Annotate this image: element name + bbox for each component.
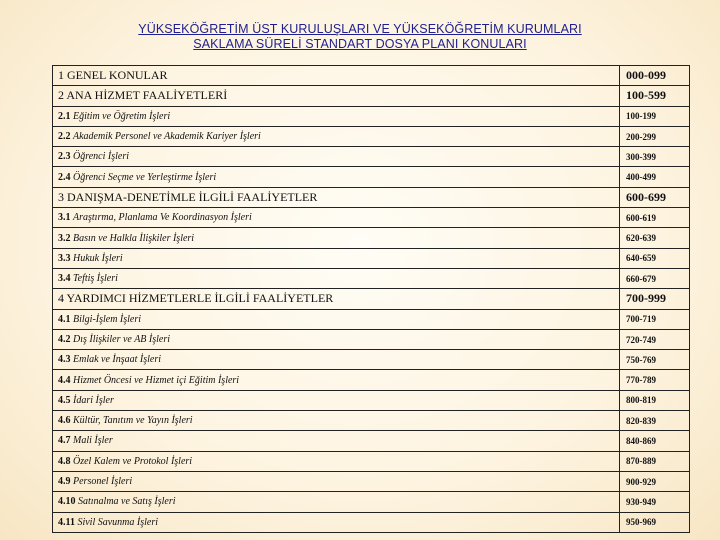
title-line-1: YÜKSEKÖĞRETİM ÜST KURULUŞLARI VE YÜKSEKÖĞRETİM KURUMLARI xyxy=(138,22,582,36)
row-number: 4.10 xyxy=(58,496,76,508)
row-label xyxy=(53,126,620,146)
row-title: Öğrenci İşleri xyxy=(73,151,130,163)
row-code: 870-889 xyxy=(620,451,690,471)
row-title: İdari İşler xyxy=(73,394,114,406)
row-number: 4.5 xyxy=(58,394,71,406)
subcategory-row xyxy=(53,106,690,126)
row-title: Kültür, Tanıtım ve Yayın İşleri xyxy=(73,415,193,427)
row-label xyxy=(53,106,620,126)
category-row xyxy=(53,289,690,309)
row-code: 600-619 xyxy=(620,208,690,228)
row-number: 4.11 xyxy=(58,516,75,528)
subcategory-row xyxy=(53,268,690,288)
row-title: Mali İşler xyxy=(73,435,113,447)
row-label xyxy=(53,390,620,410)
row-code: 400-499 xyxy=(620,167,690,187)
row-label: 2 ANA HİZMET FAALİYETLERİ xyxy=(53,86,620,106)
row-number: 2.4 xyxy=(58,171,71,183)
row-number: 4.2 xyxy=(58,334,71,345)
row-label xyxy=(53,350,620,370)
row-number: 3.4 xyxy=(58,273,71,285)
subcategory-row xyxy=(53,512,690,532)
file-plan-table xyxy=(52,65,690,533)
row-number: 4.4 xyxy=(58,374,71,386)
row-number: 4.9 xyxy=(58,476,71,488)
row-code: 660-679 xyxy=(620,268,690,288)
row-title: Sivil Savunma İşleri xyxy=(77,516,158,528)
row-label xyxy=(53,431,620,451)
row-code: 600-699 xyxy=(620,187,690,207)
row-code: 200-299 xyxy=(620,126,690,146)
document-title xyxy=(0,22,720,52)
subcategory-row xyxy=(53,451,690,471)
row-title: Öğrenci Seçme ve Yerleştirme İşleri xyxy=(73,171,217,183)
row-label xyxy=(53,228,620,248)
row-label: 3 DANIŞMA-DENETİMLE İLGİLİ FAALİYETLER xyxy=(53,187,620,207)
row-title: Hukuk İşleri xyxy=(73,252,123,264)
subcategory-row xyxy=(53,167,690,187)
row-label xyxy=(53,329,620,349)
subcategory-row xyxy=(53,309,690,329)
row-code: 300-399 xyxy=(620,147,690,167)
row-label: 1 GENEL KONULAR xyxy=(53,66,620,86)
row-code: 720-749 xyxy=(620,329,690,349)
subcategory-row xyxy=(53,147,690,167)
row-title: Satınalma ve Satış İşleri xyxy=(78,496,176,508)
subcategory-row xyxy=(53,370,690,390)
row-code: 700-719 xyxy=(620,309,690,329)
row-code: 770-789 xyxy=(620,370,690,390)
row-number: 4.6 xyxy=(58,415,71,427)
subcategory-row xyxy=(53,126,690,146)
row-code: 620-639 xyxy=(620,228,690,248)
row-title: Teftiş İşleri xyxy=(73,273,118,285)
subcategory-row xyxy=(53,228,690,248)
row-code: 750-769 xyxy=(620,350,690,370)
row-code: 640-659 xyxy=(620,248,690,268)
subcategory-row xyxy=(53,492,690,512)
row-number: 4.1 xyxy=(58,313,71,325)
row-title: Personel İşleri xyxy=(73,476,133,488)
row-label xyxy=(53,147,620,167)
row-title: Bilgi-İşlem İşleri xyxy=(73,313,142,325)
row-code: 840-869 xyxy=(620,431,690,451)
title-line-2: SAKLAMA SÜRELİ STANDART DOSYA PLANI KONULARI xyxy=(193,37,527,51)
row-code: 700-999 xyxy=(620,289,690,309)
row-title: Emlak ve İnşaat İşleri xyxy=(73,354,162,366)
row-code: 900-929 xyxy=(620,471,690,491)
row-code: 950-969 xyxy=(620,512,690,532)
row-number: 3.3 xyxy=(58,252,71,264)
row-code: 100-599 xyxy=(620,86,690,106)
row-number: 4.3 xyxy=(58,354,71,366)
row-number: 4.8 xyxy=(58,455,71,467)
row-label xyxy=(53,208,620,228)
row-number: 2.2 xyxy=(58,131,71,143)
row-label xyxy=(53,309,620,329)
row-number: 3.1 xyxy=(58,212,71,224)
subcategory-row xyxy=(53,390,690,410)
subcategory-row xyxy=(53,431,690,451)
row-title: Dış İlişkiler ve AB İşleri xyxy=(73,334,171,345)
row-code: 100-199 xyxy=(620,106,690,126)
row-code: 800-819 xyxy=(620,390,690,410)
row-label xyxy=(53,471,620,491)
subcategory-row xyxy=(53,329,690,349)
row-number: 2.3 xyxy=(58,151,71,163)
category-row xyxy=(53,187,690,207)
row-code: 930-949 xyxy=(620,492,690,512)
row-number: 2.1 xyxy=(58,110,71,122)
row-code: 820-839 xyxy=(620,411,690,431)
row-label xyxy=(53,512,620,532)
row-title: Akademik Personel ve Akademik Kariyer İşleri xyxy=(73,131,261,143)
subcategory-row xyxy=(53,248,690,268)
row-title: Hizmet Öncesi ve Hizmet içi Eğitim İşleri xyxy=(73,374,240,386)
row-label xyxy=(53,492,620,512)
subcategory-row xyxy=(53,350,690,370)
row-title: Özel Kalem ve Protokol İşleri xyxy=(73,455,193,467)
row-title: Basın ve Halkla İlişkiler İşleri xyxy=(73,232,195,244)
row-label xyxy=(53,451,620,471)
row-label xyxy=(53,167,620,187)
row-label xyxy=(53,248,620,268)
row-number: 4.7 xyxy=(58,435,71,447)
row-label: 4 YARDIMCI HİZMETLERLE İLGİLİ FAALİYETLER xyxy=(53,289,620,309)
row-title: Eğitim ve Öğretim İşleri xyxy=(73,110,171,122)
category-row xyxy=(53,66,690,86)
row-code: 000-099 xyxy=(620,66,690,86)
subcategory-row xyxy=(53,411,690,431)
row-label xyxy=(53,411,620,431)
row-number: 3.2 xyxy=(58,232,71,244)
subcategory-row xyxy=(53,471,690,491)
category-row xyxy=(53,86,690,106)
row-title: Araştırma, Planlama Ve Koordinasyon İşleri xyxy=(73,212,252,224)
subcategory-row xyxy=(53,208,690,228)
row-label xyxy=(53,268,620,288)
row-label xyxy=(53,370,620,390)
